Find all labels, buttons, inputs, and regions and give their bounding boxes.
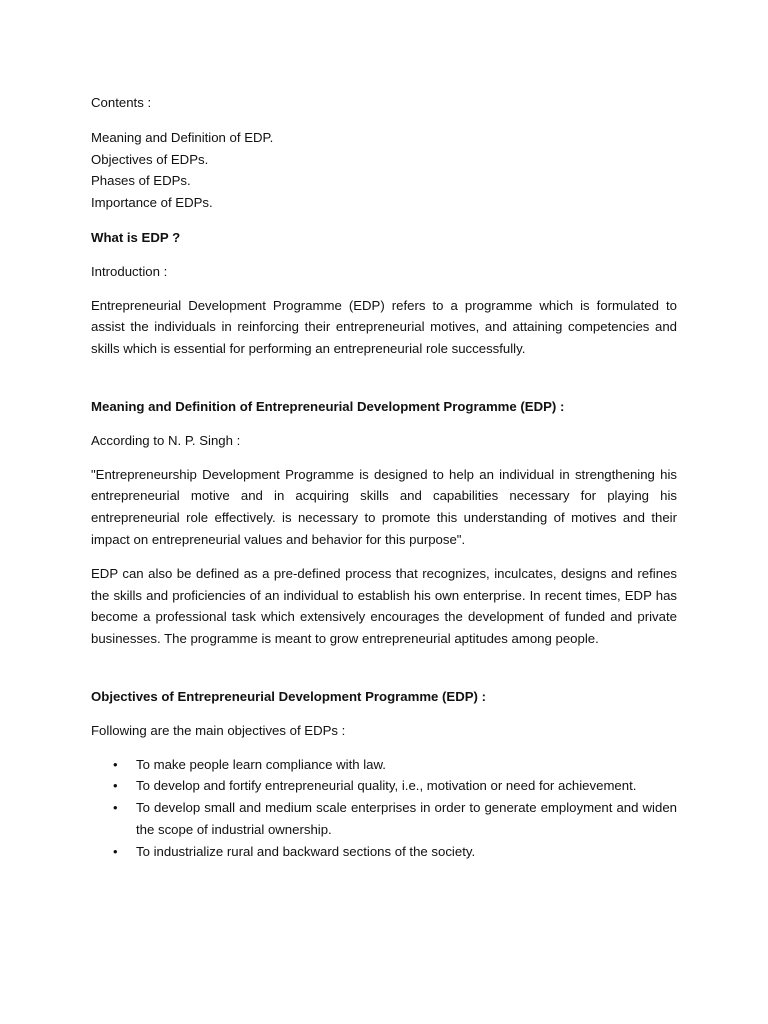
definition-paragraph: EDP can also be defined as a pre-defined process that recognizes, inculcates, designs and refines the skills and proficiencies of an individual to establish his own enterprise. In recent times, EDP has become a professional task which extensively encourages the development of funded and private businesses. The programme is meant to grow entrepreneurial aptitudes among people. — [91, 565, 677, 647]
according-label: According to N. P. Singh : — [91, 432, 241, 448]
objective-text: To make people learn compliance with law. — [136, 756, 386, 772]
introduction-paragraph: Entrepreneurial Development Programme (EDP) refers to a programme which is formulated to assist the individuals in reinforcing their entrepreneurial motives, and attaining competencies and skills which is essential for performing an entrepreneurial role successfully. — [91, 297, 677, 357]
objective-text: To develop small and medium scale enterprises in order to generate employment and widen the scope of industrial ownership. — [136, 800, 677, 837]
contents-item: Phases of EDPs. — [91, 173, 191, 189]
contents-item: Importance of EDPs. — [91, 195, 213, 211]
bullet-icon: • — [113, 843, 118, 859]
what-is-edp-heading: What is EDP ? — [91, 229, 181, 245]
contents-item: Objectives of EDPs. — [91, 151, 209, 167]
document-page — [91, 92, 677, 863]
bullet-icon: • — [113, 800, 118, 816]
objective-item — [91, 841, 677, 863]
quote-paragraph: "Entrepreneurship Development Programme is designed to help an individual in strengthening his entrepreneurial motive and in acquiring skills and capabilities necessary for playing his entrepreneurial role effectively. is necessary to promote this understanding of motives and their impact on entrepreneurial values and behavior for this purpose". — [91, 466, 677, 547]
bullet-icon: • — [113, 778, 118, 794]
meaning-heading: Meaning and Definition of Entrepreneurial Development Programme (EDP) : — [91, 398, 565, 414]
contents-heading: Contents : — [91, 95, 152, 110]
objective-item — [91, 797, 677, 841]
objective-item — [91, 754, 677, 776]
bullet-icon: • — [113, 756, 118, 772]
objective-text: To industrialize rural and backward sections of the society. — [136, 843, 476, 859]
objectives-heading: Objectives of Entrepreneurial Development Programme (EDP) : — [91, 688, 486, 704]
objective-item — [91, 775, 677, 797]
objective-text: To develop and fortify entrepreneurial quality, i.e., motivation or need for achievement. — [136, 778, 637, 794]
objectives-lead: Following are the main objectives of EDPs : — [91, 722, 346, 738]
introduction-label: Introduction : — [91, 263, 168, 279]
contents-item: Meaning and Definition of EDP. — [91, 129, 274, 145]
objectives-list — [91, 754, 677, 863]
